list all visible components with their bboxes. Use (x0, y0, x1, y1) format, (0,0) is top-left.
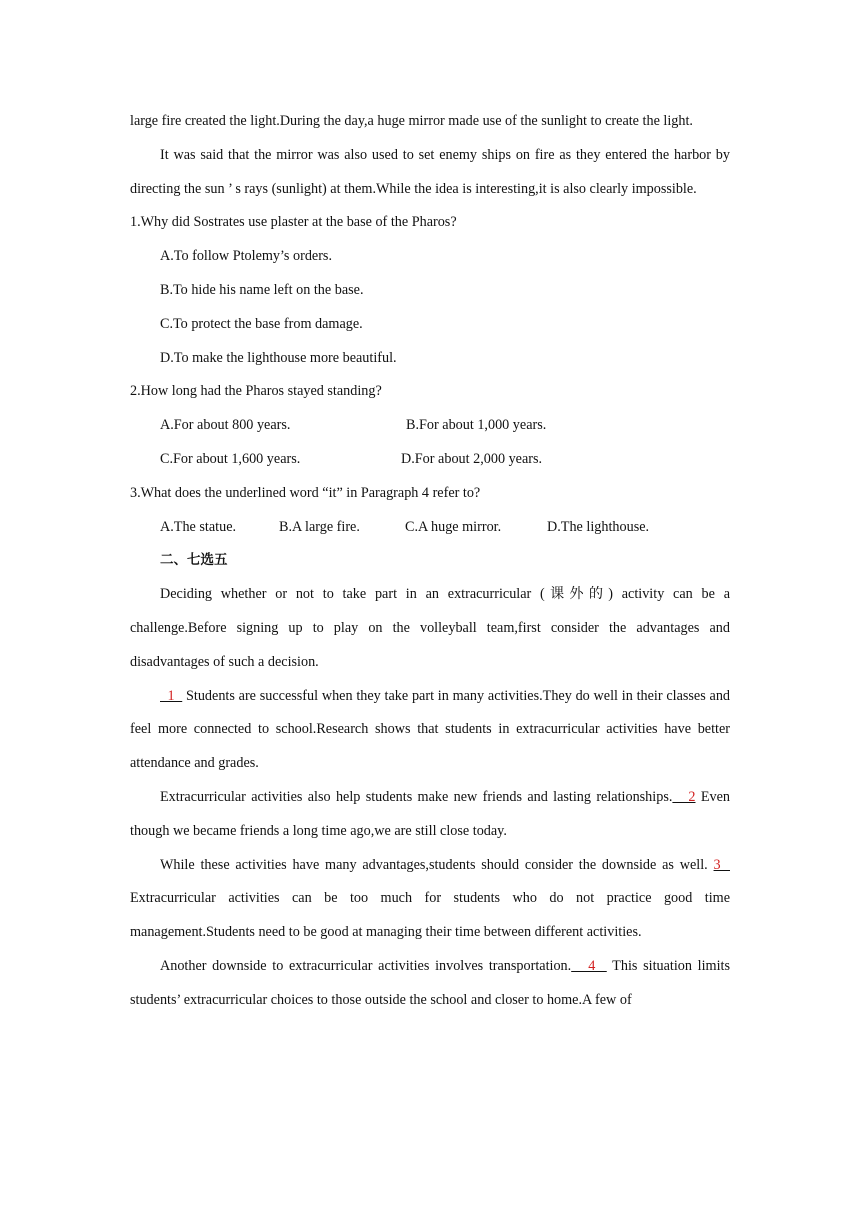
answer-option: B.To hide his name left on the base. (160, 281, 364, 298)
question-stem: 3.What does the underlined word “it” in Paragraph 4 refer to? (130, 484, 481, 501)
passage-paragraph (130, 680, 730, 781)
answer-option: D.To make the lighthouse more beautiful. (160, 349, 397, 366)
paragraph-text: While these activities have many advantages,students should consider the downside as well. (160, 856, 708, 873)
paragraph-text: Even though we became friends a long time ago,we are still close today. (130, 788, 731, 839)
answer-option-row (130, 409, 730, 443)
passage-paragraph (130, 781, 730, 849)
answer-option-row (130, 511, 730, 545)
passage-paragraph: It was said that the mirror was also used to set enemy ships on fire as they entered the harbor by directing the sun ’ s rays (sunlight) at them.While the idea is interesting,it is also clearly impossible. (130, 146, 730, 197)
answer-blank: 2 (672, 788, 696, 805)
answer-option: C.A huge mirror. (405, 518, 502, 535)
question-stem: 1.Why did Sostrates use plaster at the base of the Pharos? (130, 214, 457, 231)
answer-blank: 4 (571, 957, 607, 974)
passage-paragraph: large fire created the light.During the day,a huge mirror made use of the sunlight to create the light. (130, 113, 693, 129)
section-heading: 二、七选五 (160, 552, 228, 569)
answer-blank: 1 (160, 687, 183, 704)
answer-blank: 3 (713, 856, 730, 873)
passage-paragraph (130, 849, 730, 950)
paragraph-text: This situation limits students’ extracurricular choices to those outside the school and closer to home.A few of (130, 957, 730, 1008)
question-stem: 2.How long had the Pharos stayed standing? (130, 383, 382, 400)
answer-option: B.For about 1,000 years. (406, 417, 547, 434)
answer-option-row (130, 443, 730, 477)
paragraph-text: Another downside to extracurricular activities involves transportation. (160, 957, 572, 974)
answer-option: A.For about 800 years. (160, 417, 291, 434)
answer-option: B.A large fire. (279, 518, 360, 535)
paragraph-text: Extracurricular activities also help students make new friends and lasting relationships. (160, 788, 673, 805)
answer-option: D.For about 2,000 years. (401, 450, 543, 467)
answer-option: D.The lighthouse. (547, 518, 650, 535)
passage-paragraph: Deciding whether or not to take part in an extracurricular (课外的) activity can be a challenge.Before signing up to play on the volleyball team,first consider the advantages and disadvantages of such a decision. (130, 586, 730, 670)
paragraph-text: Extracurricular activities can be too much for students who do not practice good time management.Students need to be good at managing their time between different activities. (130, 890, 730, 941)
answer-option: C.For about 1,600 years. (160, 450, 301, 467)
answer-option: A.The statue. (160, 518, 237, 535)
paragraph-text: Students are successful when they take part in many activities.They do well in their classes and feel more connected to school.Research shows that students in extracurricular activities have better attendance and grades. (130, 687, 731, 772)
document-body (130, 105, 730, 1018)
answer-option: C.To protect the base from damage. (160, 315, 363, 332)
passage-paragraph (130, 950, 730, 1018)
answer-option: A.To follow Ptolemy’s orders. (160, 248, 333, 265)
